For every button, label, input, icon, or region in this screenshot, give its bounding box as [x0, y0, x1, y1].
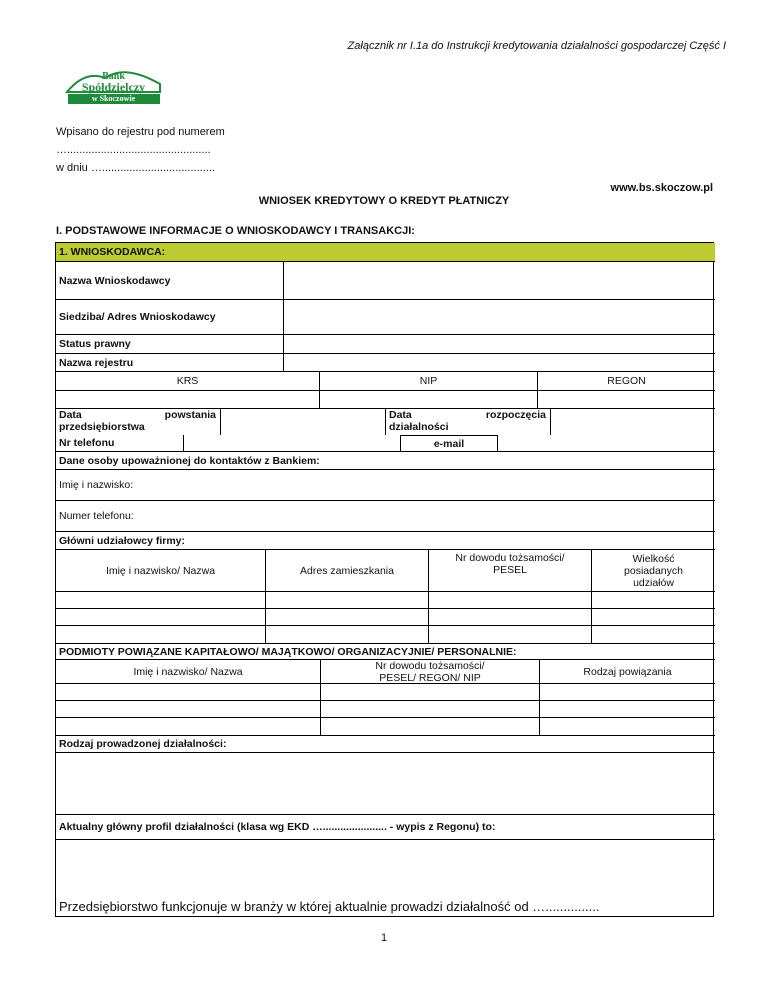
founding-date-word1: Data [59, 409, 82, 421]
shareholder-row-2-id[interactable] [429, 609, 592, 626]
website-link[interactable]: www.bs.skoczow.pl [610, 182, 713, 194]
shareholders-col-id: Nr dowodu tożsamości/ PESEL [429, 550, 592, 592]
logo-line1: Bank [102, 71, 125, 82]
related-row-2-id[interactable] [321, 701, 540, 718]
legal-status-label: Status prawny [56, 335, 284, 354]
contact-name-field[interactable]: Imię i nazwisko: [56, 470, 715, 501]
registry-number-dots: …............................................... [56, 144, 211, 156]
name-label: Nazwa Wnioskodawcy [56, 262, 284, 300]
related-row-2-relation[interactable] [540, 701, 715, 718]
phone-label: Nr telefonu [56, 435, 184, 452]
regon-field[interactable] [538, 391, 715, 409]
activity-type-label: Rodzaj prowadzonej działalności: [56, 736, 715, 753]
section-heading: I. PODSTAWOWE INFORMACJE O WNIOSKODAWCY I TRANSAKCJI: [56, 225, 415, 237]
registry-name-field[interactable] [284, 354, 715, 372]
legal-status-field[interactable] [284, 335, 715, 354]
logo-line3: w Skoczowie [91, 94, 136, 103]
industry-sentence: Przedsiębiorstwo funkcjonuje w branży w której aktualnie prowadzi działalność od …............... [59, 899, 600, 914]
address-label: Siedziba/ Adres Wnioskodawcy [56, 300, 284, 335]
industry-field[interactable] [56, 840, 715, 918]
contact-header: Dane osoby upoważnionej do kontaktów z Bankiem: [56, 452, 715, 470]
start-date-word3: działalności [389, 421, 449, 433]
nip-label: NIP [320, 372, 538, 391]
related-row-3-id[interactable] [321, 718, 540, 736]
annex-note: Załącznik nr I.1a do Instrukcji kredytowania działalności gospodarczej Część I [347, 40, 726, 52]
shareholder-row-3-shares[interactable] [592, 626, 715, 644]
application-form [55, 242, 714, 917]
shareholder-row-2-shares[interactable] [592, 609, 715, 626]
related-row-2-name[interactable] [56, 701, 321, 718]
shareholders-col-address: Adres zamieszkania [266, 550, 429, 592]
phone-field[interactable] [184, 435, 401, 452]
registry-date: w dniu …..................................... [56, 162, 215, 174]
name-field[interactable] [284, 262, 715, 300]
shareholder-row-3-id[interactable] [429, 626, 592, 644]
start-date-field[interactable] [551, 409, 715, 435]
logo-line2: Spółdzielczy [81, 80, 146, 94]
shareholder-row-3-address[interactable] [266, 626, 429, 644]
shareholder-row-2-address[interactable] [266, 609, 429, 626]
shareholder-row-1-id[interactable] [429, 592, 592, 609]
ekd-profile-label: Aktualny główny profil działalności (klasa wg EKD …...................... - wypis z Regonu) to: [56, 815, 715, 840]
related-header: PODMIOTY POWIĄZANE KAPITAŁOWO/ MAJĄTKOWO/ ORGANIZACYJNIE/ PERSONALNIE: [59, 645, 517, 658]
applicant-header: 1. WNIOSKODAWCA: [56, 243, 715, 262]
shareholder-row-1-shares[interactable] [592, 592, 715, 609]
email-label: e-mail [401, 435, 498, 452]
related-row-1-name[interactable] [56, 684, 321, 701]
registry-number-label: Wpisano do rejestru pod numerem [56, 126, 225, 138]
related-col-name: Imię i nazwisko/ Nazwa [56, 659, 321, 684]
related-col-id: Nr dowodu tożsamości/ PESEL/ REGON/ NIP [321, 659, 540, 684]
contact-phone-field[interactable]: Numer telefonu: [56, 501, 715, 532]
related-col-relation: Rodzaj powiązania [540, 659, 715, 684]
shareholder-row-3-name[interactable] [56, 626, 266, 644]
founding-date-word2: powstania [164, 409, 216, 421]
activity-type-field[interactable] [56, 753, 715, 815]
founding-date-word3: przedsiębiorstwa [59, 421, 145, 433]
email-field[interactable] [498, 435, 715, 452]
related-row-3-relation[interactable] [540, 718, 715, 736]
start-date-word2: rozpoczęcia [485, 409, 546, 421]
regon-label: REGON [538, 372, 715, 391]
shareholders-header: Główni udziałowcy firmy: [56, 532, 715, 550]
founding-date-label [56, 409, 221, 435]
shareholders-col-name: Imię i nazwisko/ Nazwa [56, 550, 266, 592]
start-date-word1: Data [389, 409, 412, 421]
bank-logo [65, 62, 162, 104]
related-row-1-relation[interactable] [540, 684, 715, 701]
page-number: 1 [380, 932, 388, 944]
related-row-3-name[interactable] [56, 718, 321, 736]
shareholder-row-2-name[interactable] [56, 609, 266, 626]
krs-field[interactable] [56, 391, 320, 409]
shareholder-row-1-name[interactable] [56, 592, 266, 609]
nip-field[interactable] [320, 391, 538, 409]
krs-label: KRS [56, 372, 320, 391]
founding-date-field[interactable] [221, 409, 386, 435]
address-field[interactable] [284, 300, 715, 335]
page-title: WNIOSEK KREDYTOWY O KREDYT PŁATNICZY [258, 195, 510, 207]
shareholders-col-shares: Wielkość posiadanych udziałów [592, 550, 715, 592]
shareholder-row-1-address[interactable] [266, 592, 429, 609]
registry-name-label: Nazwa rejestru [56, 354, 284, 372]
start-date-label [386, 409, 551, 435]
related-row-1-id[interactable] [321, 684, 540, 701]
